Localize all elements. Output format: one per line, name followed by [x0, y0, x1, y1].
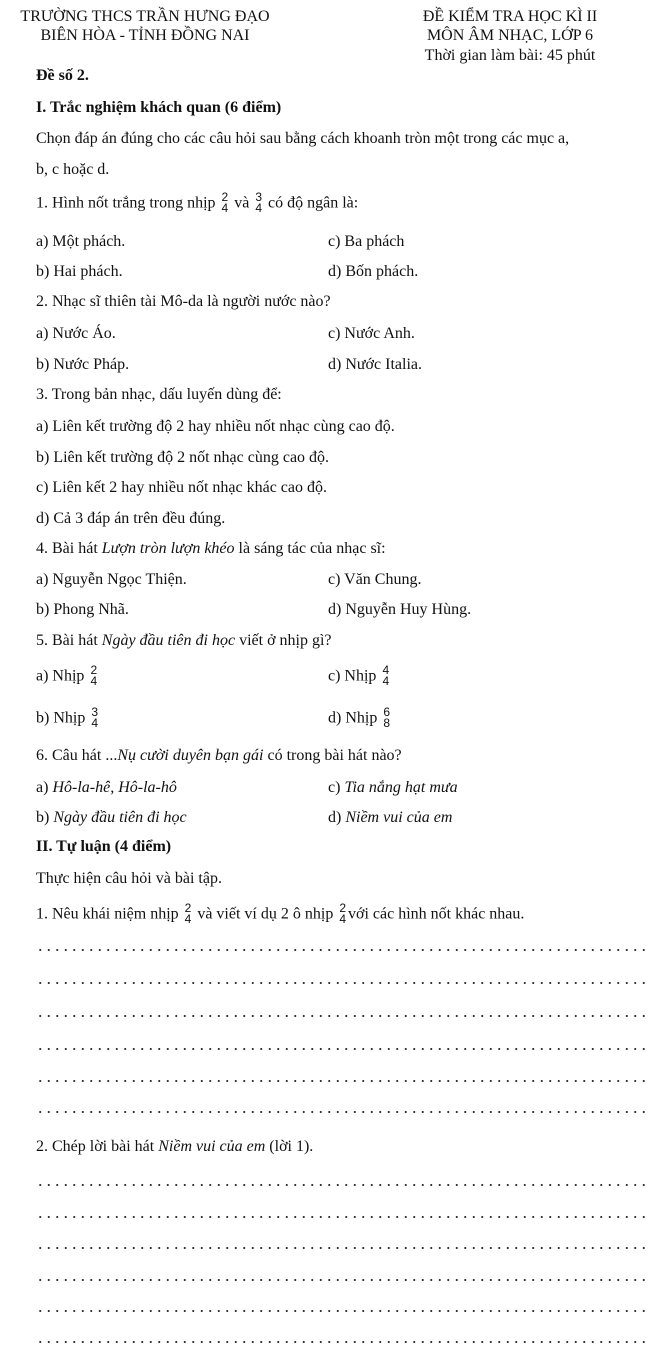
q3-option-d[interactable]: d) Cả 3 đáp án trên đều đúng. — [36, 510, 226, 527]
q6-option-d-label: d) — [328, 809, 342, 826]
question-4-song: Lượn tròn lượn khéo — [101, 540, 235, 557]
essay-question-1 — [36, 901, 525, 926]
q2-option-c[interactable]: c) Nước Anh. — [328, 325, 415, 342]
answer-line[interactable] — [36, 1110, 650, 1114]
q6-option-c[interactable] — [328, 778, 458, 798]
q1-option-d[interactable]: d) Bốn phách. — [328, 263, 419, 280]
time-signature-2-4: 2 4 — [339, 901, 346, 926]
question-3: 3. Trong bản nhạc, dấu luyến dùng để: — [36, 386, 282, 403]
q3-option-a[interactable]: a) Liên kết trường độ 2 hay nhiều nốt nhạc cùng cao độ. — [36, 418, 395, 435]
q1-option-a[interactable]: a) Một phách. — [36, 233, 126, 250]
q6-option-b-label: b) — [36, 809, 50, 826]
question-6 — [36, 746, 402, 766]
q4-option-c[interactable]: c) Văn Chung. — [328, 571, 422, 588]
q6-option-b[interactable] — [36, 808, 187, 828]
q4-option-b[interactable]: b) Phong Nhã. — [36, 601, 129, 618]
q5-option-d[interactable] — [328, 705, 392, 730]
question-4-suffix: là sáng tác của nhạc sĩ: — [238, 540, 386, 557]
question-5 — [36, 631, 332, 651]
q6-option-a[interactable] — [36, 778, 177, 798]
q3-option-b[interactable]: b) Liên kết trường độ 2 nốt nhạc cùng cao độ. — [36, 449, 330, 466]
time-signature-2-4: 2 4 — [184, 901, 192, 926]
exam-subject: MÔN ÂM NHẠC, LỚP 6 — [426, 27, 594, 44]
question-5-suffix: viết ở nhịp gì? — [239, 632, 332, 649]
q5-option-c-label: c) Nhịp — [328, 667, 377, 685]
q5-option-b[interactable] — [36, 705, 100, 730]
q5-option-a[interactable] — [36, 663, 99, 688]
part2-instruction: Thực hiện câu hỏi và bài tập. — [36, 870, 222, 887]
question-2: 2. Nhạc sĩ thiên tài Mô-da là người nước nào? — [36, 293, 331, 310]
answer-line[interactable] — [36, 1309, 650, 1313]
question-6-lyric: Nụ cười duyên bạn gái — [117, 747, 264, 764]
q6-option-b-song: Ngày đầu tiên đi học — [53, 809, 187, 826]
q4-option-d[interactable]: d) Nguyễn Huy Hùng. — [328, 601, 472, 618]
question-6-prefix: 6. Câu hát ... — [36, 747, 118, 764]
q6-option-d-song: Niềm vui của em — [345, 809, 453, 826]
part2-title: II. Tự luận (4 điểm) — [36, 838, 172, 855]
time-signature-6-8: 6 8 — [383, 705, 391, 730]
answer-line[interactable] — [36, 948, 650, 952]
essay-question-2 — [36, 1137, 313, 1157]
essay-question-2-prefix: 2. Chép lời bài hát — [36, 1138, 155, 1155]
question-5-prefix: 5. Bài hát — [36, 632, 98, 649]
answer-line[interactable] — [36, 1215, 650, 1219]
question-1-and: và — [234, 194, 250, 212]
question-1-suffix: có độ ngân là: — [268, 194, 359, 212]
q6-option-d[interactable] — [328, 808, 452, 828]
essay-question-1-prefix: 1. Nêu khái niệm nhịp — [36, 905, 179, 923]
question-4 — [36, 539, 386, 559]
q5-option-a-label: a) Nhịp — [36, 667, 85, 685]
q6-option-a-song: Hô-la-hê, Hô-la-hô — [52, 779, 177, 796]
school-name: TRƯỜNG THCS TRẦN HƯNG ĐẠO — [20, 8, 270, 25]
answer-line[interactable] — [36, 1183, 650, 1187]
time-signature-2-4: 2 4 — [90, 663, 98, 688]
q5-option-c[interactable] — [328, 663, 391, 688]
part1-instruction-line1: Chọn đáp án đúng cho các câu hỏi sau bằng cách khoanh tròn một trong các mục a, — [36, 130, 570, 147]
q4-option-a[interactable]: a) Nguyễn Ngọc Thiện. — [36, 571, 187, 588]
time-signature-4-4: 4 4 — [382, 663, 390, 688]
answer-line[interactable] — [36, 1340, 650, 1344]
essay-question-1-middle: và viết ví dụ 2 ô nhịp — [197, 905, 334, 923]
answer-line[interactable] — [36, 1278, 650, 1282]
part1-instruction-line2: b, c hoặc d. — [36, 161, 110, 178]
school-location: BIÊN HÒA - TỈNH ĐỒNG NAI — [40, 27, 250, 44]
q6-option-c-song: Tia nắng hạt mưa — [344, 779, 458, 796]
answer-line[interactable] — [36, 1047, 650, 1051]
answer-line[interactable] — [36, 981, 650, 985]
q1-option-c[interactable]: c) Ba phách — [328, 233, 405, 250]
part1-title: I. Trắc nghiệm khách quan (6 điểm) — [36, 99, 282, 116]
essay-question-2-song: Niềm vui của em — [158, 1138, 266, 1155]
q1-option-b[interactable]: b) Hai phách. — [36, 263, 123, 280]
q2-option-b[interactable]: b) Nước Pháp. — [36, 356, 130, 373]
question-1-prefix: 1. Hình nốt trắng trong nhịp — [36, 194, 216, 212]
exam-title: ĐỀ KIỂM TRA HỌC KÌ II — [422, 8, 598, 25]
exam-time: Thời gian làm bài: 45 phút — [424, 47, 596, 64]
essay-question-1-suffix: với các hình nốt khác nhau. — [348, 905, 525, 923]
q5-option-d-label: d) Nhịp — [328, 709, 378, 727]
time-signature-2-4: 2 4 — [221, 190, 229, 215]
q3-option-c[interactable]: c) Liên kết 2 hay nhiều nốt nhạc khác cao độ. — [36, 479, 327, 496]
q2-option-a[interactable]: a) Nước Áo. — [36, 325, 116, 342]
question-4-prefix: 4. Bài hát — [36, 540, 98, 557]
answer-line[interactable] — [36, 1246, 650, 1250]
answer-line[interactable] — [36, 1079, 650, 1083]
q5-option-b-label: b) Nhịp — [36, 709, 86, 727]
exam-number: Đề số 2. — [36, 67, 89, 84]
time-signature-3-4: 3 4 — [91, 705, 99, 730]
question-5-song: Ngày đầu tiên đi học — [101, 632, 236, 649]
question-1 — [36, 190, 359, 215]
time-signature-3-4: 3 4 — [255, 190, 263, 215]
question-6-suffix: có trong bài hát nào? — [267, 747, 402, 764]
q2-option-d[interactable]: d) Nước Italia. — [328, 356, 422, 373]
q6-option-a-label: a) — [36, 779, 49, 796]
answer-line[interactable] — [36, 1014, 650, 1018]
q6-option-c-label: c) — [328, 779, 341, 796]
essay-question-2-suffix: (lời 1). — [269, 1138, 314, 1155]
